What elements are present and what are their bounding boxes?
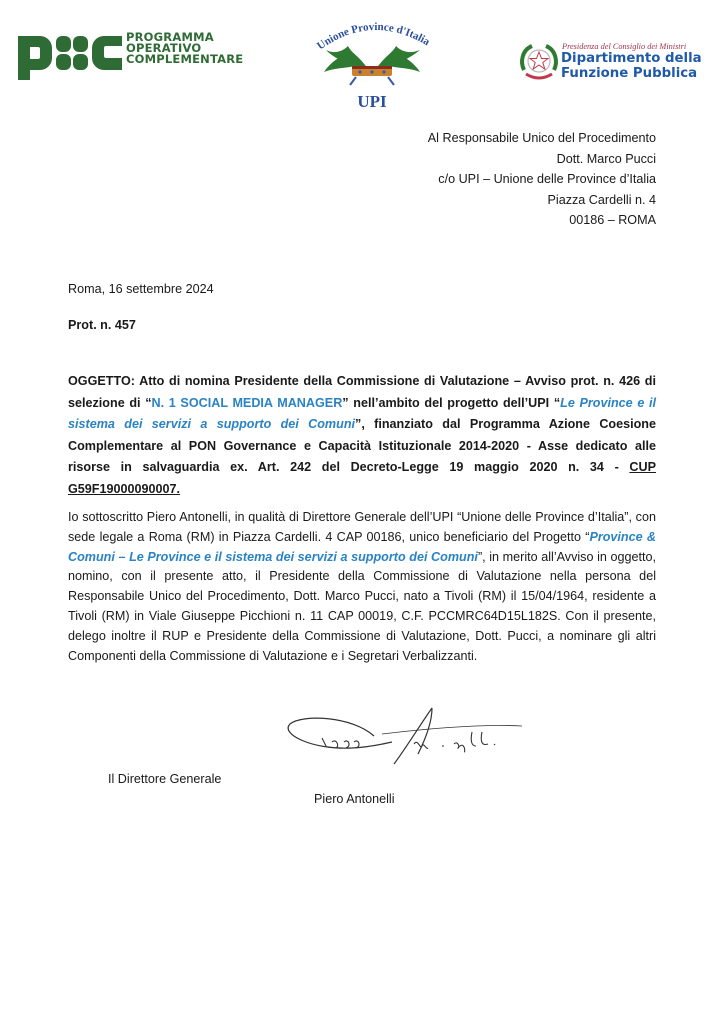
- upi-logo: [312, 16, 432, 114]
- recipient-line: Dott. Marco Pucci: [556, 151, 656, 166]
- upi-acronym: UPI: [357, 92, 387, 111]
- signatory-name: Piero Antonelli: [314, 792, 395, 806]
- dfp-title-line-1: Dipartimento della: [561, 51, 702, 66]
- poc-logo-icon: [18, 32, 122, 80]
- subject-role: N. 1 SOCIAL MEDIA MANAGER: [151, 395, 343, 410]
- poc-logo: [18, 28, 248, 80]
- recipient-line: c/o UPI – Unione delle Province d’Italia: [438, 172, 656, 186]
- subject-cup-code: CUP G59F19000090007.: [68, 460, 656, 496]
- subject-text: ”, finanziato dal Programma Azione Coesione Complementare al PON Governance e Capacità Istituzionale 2014-2020 - Asse dedicato alle risorse in salvaguardia ex. Art. 242 del Decreto-Legge 19 maggio 2020 n. 34 -: [68, 417, 657, 474]
- subject-text: OGGETTO: Atto di nomina Presidente della Commissione di Valutazione – Avviso prot. n. 426 di selezione di “: [68, 374, 656, 410]
- recipient-address: [428, 128, 656, 231]
- subject-text: ” nell’ambito del progetto dell’UPI “: [342, 395, 561, 410]
- recipient-line: 00186 – ROMA: [569, 213, 656, 227]
- poc-line-2: OPERATIVO: [126, 41, 202, 55]
- upi-emblem-icon: [312, 16, 432, 92]
- italian-republic-emblem-icon: [518, 40, 560, 84]
- body-paragraph: [68, 508, 656, 666]
- subject-project: Le Province e il sistema dei servizi a supporto dei Comuni: [68, 395, 657, 431]
- subject-paragraph: [68, 371, 656, 500]
- poc-logo-text: [126, 32, 243, 65]
- signatory-title: Il Direttore Generale: [108, 772, 222, 786]
- body-project-name: Province & Comuni – Le Province e il sistema dei servizi a supporto dei Comuni: [68, 529, 656, 564]
- recipient-line: Al Responsabile Unico del Procedimento: [427, 131, 656, 145]
- recipient-line: Piazza Cardelli n. 4: [547, 192, 656, 207]
- protocol-number: Prot. n. 457: [68, 318, 136, 332]
- dfp-title: [561, 52, 702, 81]
- svg-text:Unione Province d'Italia: [315, 21, 432, 52]
- body-text: Io sottoscritto Piero Antonelli, in qualità di Direttore Generale dell’UPI “Unione delle Province d’Italia”, con sede legale a Roma (RM) in Piazza Cardelli. 4 CAP 00186, unico beneficiario del Progetto “: [68, 510, 656, 544]
- poc-line-3: COMPLEMENTARE: [126, 52, 244, 66]
- handwritten-signature-icon: [282, 702, 532, 772]
- dfp-logo: [518, 40, 708, 86]
- dfp-title-line-2: Funzione Pubblica: [561, 65, 698, 81]
- poc-line-1: PROGRAMMA: [126, 30, 214, 44]
- place-date: Roma, 16 settembre 2024: [68, 282, 214, 296]
- body-text: ”, in merito all’Avviso in oggetto, nomino, con il presente atto, il Presidente della Commissione di Valutazione nella persona del Responsabile Unico del Procedimento, Dott. Marco Pucci, nato a Tivoli (RM) il 15/04/1964, residente a Tivoli (RM) in Viale Giuseppe Picchioni n. 11 CAP 00019, C.F. PCCMRC64D15L182S. Con il presente, delego inoltre il RUP e Presidente della Commissione di Valutazione, Dott. Pucci, a nominare gli altri Componenti della Commissione di Valutazione e i Segretari Verbalizzanti.: [68, 549, 657, 663]
- upi-arc-text: Unione Province d'Italia: [314, 20, 432, 53]
- dfp-subtitle: Presidenza del Consiglio dei Ministri: [562, 42, 687, 51]
